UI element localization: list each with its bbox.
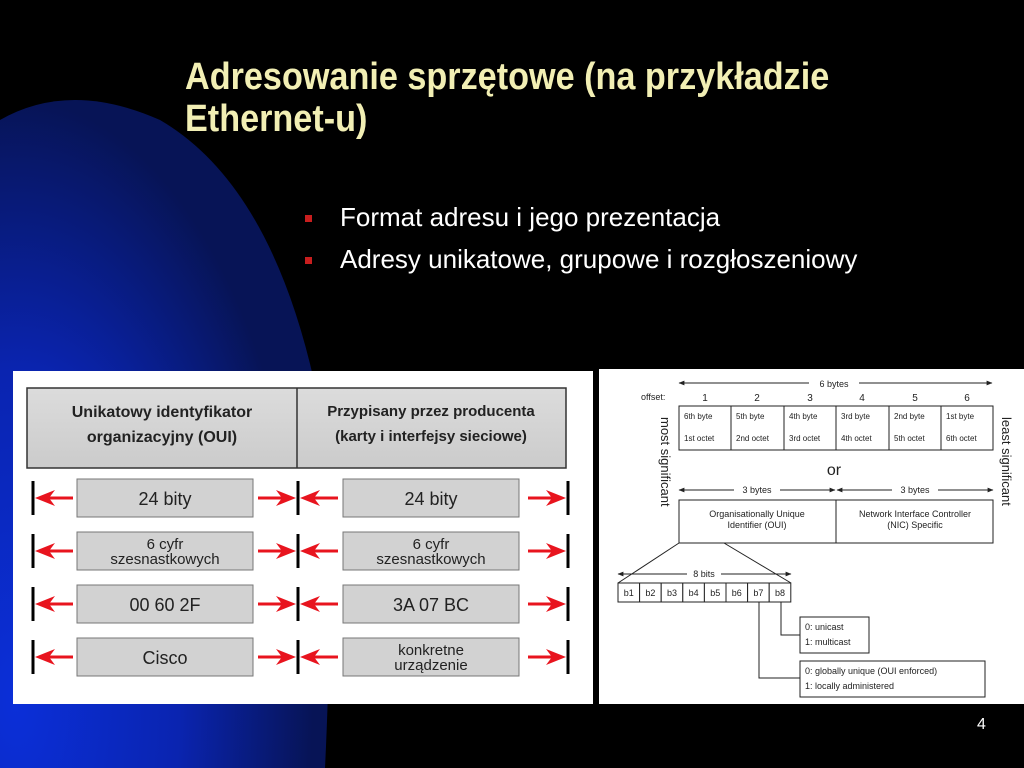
table-row xyxy=(33,585,568,623)
octet-order-cell: 6th octet xyxy=(946,434,977,443)
octet-order-cell: 5th octet xyxy=(894,434,925,443)
six-bytes-label: 6 bytes xyxy=(819,379,849,389)
nic-span-label: 3 bytes xyxy=(900,485,930,495)
offset-label: offset: xyxy=(641,392,666,402)
eight-bits-label: 8 bits xyxy=(693,569,715,579)
offset-number: 1 xyxy=(702,393,708,404)
bit-label: b4 xyxy=(688,588,699,598)
bullet-text: Format adresu i jego prezentacja xyxy=(340,202,721,232)
bullet-list xyxy=(300,200,860,284)
zoom-line-left xyxy=(618,543,679,583)
header-right-line2: (karty i interfejsy sieciowe) xyxy=(335,428,527,445)
octet-order-cell: 2nd octet xyxy=(736,434,769,443)
bullet-square-icon xyxy=(305,215,312,222)
page-number: 4 xyxy=(977,716,986,733)
bit-label: b1 xyxy=(623,588,634,598)
offset-number: 5 xyxy=(912,393,918,404)
right-value-text: 3A 07 BC xyxy=(392,595,470,615)
locally-administered-text: 1: locally administered xyxy=(805,681,895,691)
header-left-line2: organizacyjny (OUI) xyxy=(86,429,238,446)
oui-table-diagram xyxy=(13,371,593,704)
offset-number: 4 xyxy=(859,393,865,404)
bit-label: b7 xyxy=(753,588,764,598)
right-value-text: 24 bity xyxy=(404,489,458,509)
bit-label: b6 xyxy=(731,588,742,598)
left-value-text: 6 cyfr xyxy=(146,536,184,553)
b8-connector xyxy=(781,602,800,635)
or-label: or xyxy=(826,462,842,479)
offset-number: 6 xyxy=(964,393,970,404)
byte-order-cell: 4th byte xyxy=(789,412,818,421)
unicast-text: 0: unicast xyxy=(805,622,844,632)
bullet-item xyxy=(300,242,860,276)
oui-table-panel xyxy=(13,371,593,704)
left-value-text: Cisco xyxy=(142,648,188,668)
byte-order-cell: 1st byte xyxy=(946,412,975,421)
octet-order-cell: 1st octet xyxy=(684,434,715,443)
left-value-text: 00 60 2F xyxy=(129,595,201,615)
byte-order-cell: 3rd byte xyxy=(841,412,870,421)
slide-title-line1: Adresowanie sprzętowe (na przykładzie xyxy=(185,56,830,98)
right-value-text: konkretne xyxy=(398,642,464,659)
bit-label: b5 xyxy=(710,588,721,598)
nic-box-line2: (NIC) Specific xyxy=(887,520,943,530)
offset-number: 3 xyxy=(807,393,813,404)
bullet-item xyxy=(300,200,860,234)
right-value-text: urządzenie xyxy=(394,657,468,674)
mac-format-diagram xyxy=(599,369,1024,704)
table-row xyxy=(33,479,568,517)
oui-box-line1: Organisationally Unique xyxy=(709,509,805,519)
left-value-text: szesnastkowych xyxy=(110,551,220,568)
bit-label: b8 xyxy=(774,588,786,598)
bit-label: b2 xyxy=(645,588,656,598)
zoom-line-right xyxy=(724,543,791,583)
offset-number: 2 xyxy=(754,393,760,404)
oui-box-line2: Identifier (OUI) xyxy=(727,520,787,530)
slide-title-line2: Ethernet-u) xyxy=(185,98,368,140)
bullet-text: Adresy unikatowe, grupowe i rozgłoszeniowy xyxy=(340,244,858,274)
octet-order-cell: 3rd octet xyxy=(789,434,821,443)
b7-connector xyxy=(759,602,800,678)
bullet-square-icon xyxy=(305,257,312,264)
header-right-line1: Przypisany przez producenta xyxy=(327,403,535,420)
nic-box-line1: Network Interface Controller xyxy=(858,509,972,519)
right-value-text: 6 cyfr xyxy=(412,536,450,553)
globally-unique-text: 0: globally unique (OUI enforced) xyxy=(805,666,938,676)
bit-label: b3 xyxy=(666,588,678,598)
most-significant-label: most significant xyxy=(658,417,673,507)
byte-order-cell: 5th byte xyxy=(736,412,765,421)
table-row xyxy=(33,638,568,676)
table-row xyxy=(33,532,568,570)
byte-order-cell: 2nd byte xyxy=(894,412,925,421)
byte-order-cell: 6th byte xyxy=(684,412,713,421)
right-value-text: szesnastkowych xyxy=(376,551,486,568)
octet-order-cell: 4th octet xyxy=(841,434,872,443)
mac-format-panel xyxy=(599,369,1024,704)
oui-span-label: 3 bytes xyxy=(742,485,772,495)
header-left-line1: Unikatowy identyfikator xyxy=(71,404,253,421)
left-value-text: 24 bity xyxy=(138,489,192,509)
slide-title xyxy=(185,56,923,140)
least-significant-label: least significant xyxy=(999,417,1014,506)
multicast-text: 1: multicast xyxy=(805,637,851,647)
